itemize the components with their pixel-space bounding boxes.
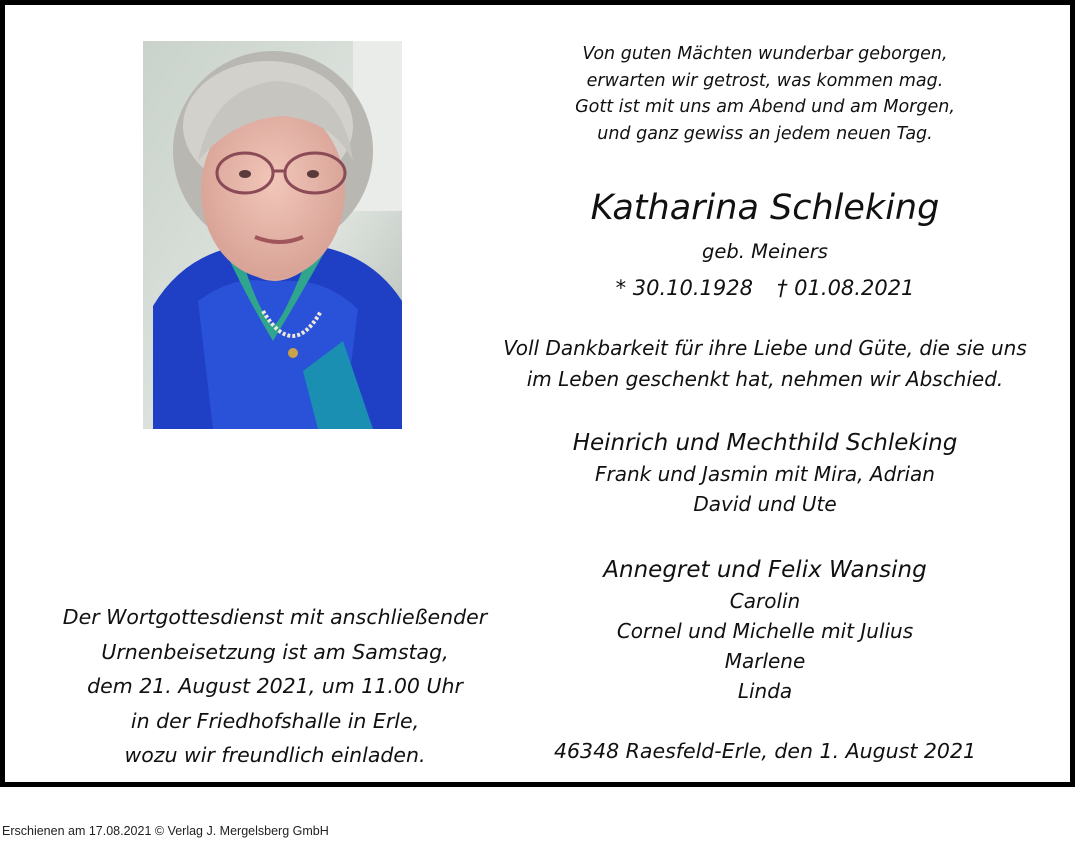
birth-date: * 30.10.1928 bbox=[615, 276, 753, 300]
life-dates bbox=[500, 274, 1030, 302]
maiden-name: geb. Meiners bbox=[702, 240, 828, 263]
verse bbox=[500, 41, 1030, 147]
service-line: Urnenbeisetzung ist am Samstag, bbox=[101, 639, 449, 664]
thanks-text bbox=[500, 333, 1030, 395]
verse-line: und ganz gewiss an jedem neuen Tag. bbox=[597, 123, 933, 144]
family-member: Linda bbox=[737, 679, 793, 703]
service-line: Der Wortgottesdienst mit anschließender bbox=[62, 605, 488, 629]
family-head: Heinrich und Mechthild Schleking bbox=[572, 430, 958, 456]
family-group bbox=[500, 554, 1030, 706]
service-line: wozu wir freundlich einladen. bbox=[124, 743, 426, 767]
publication-credit: Erschienen am 17.08.2021 © Verlag J. Mergelsberg GmbH bbox=[2, 824, 329, 838]
service-line: dem 21. August 2021, um 11.00 Uhr bbox=[87, 674, 463, 698]
family-member: Frank und Jasmin mit Mira, Adrian bbox=[595, 462, 935, 486]
family-group bbox=[500, 427, 1030, 519]
deceased-name: Katharina Schleking bbox=[590, 188, 940, 228]
verse-line: erwarten wir getrost, was kommen mag. bbox=[586, 70, 944, 91]
family-member: Carolin bbox=[729, 589, 801, 613]
family-member: Marlene bbox=[724, 649, 806, 673]
family-member: David und Ute bbox=[693, 492, 837, 516]
service-line: in der Friedhofshalle in Erle, bbox=[130, 708, 420, 733]
verse-line: Gott ist mit uns am Abend und am Morgen, bbox=[575, 97, 955, 117]
thanks-line: Voll Dankbarkeit für ihre Liebe und Güte, die sie uns bbox=[503, 336, 1027, 360]
death-date: † 01.08.2021 bbox=[777, 276, 915, 300]
portrait-image bbox=[143, 41, 402, 429]
verse-line: Von guten Mächten wunderbar geborgen, bbox=[582, 44, 948, 64]
portrait-photo bbox=[143, 41, 402, 429]
place-and-date: 46348 Raesfeld-Erle, den 1. August 2021 bbox=[553, 739, 977, 763]
family-head: Annegret und Felix Wansing bbox=[603, 557, 927, 583]
thanks-line: im Leben geschenkt hat, nehmen wir Abschied. bbox=[526, 367, 1004, 391]
funeral-service-info bbox=[45, 600, 505, 773]
family-member: Cornel und Michelle mit Julius bbox=[616, 619, 914, 643]
